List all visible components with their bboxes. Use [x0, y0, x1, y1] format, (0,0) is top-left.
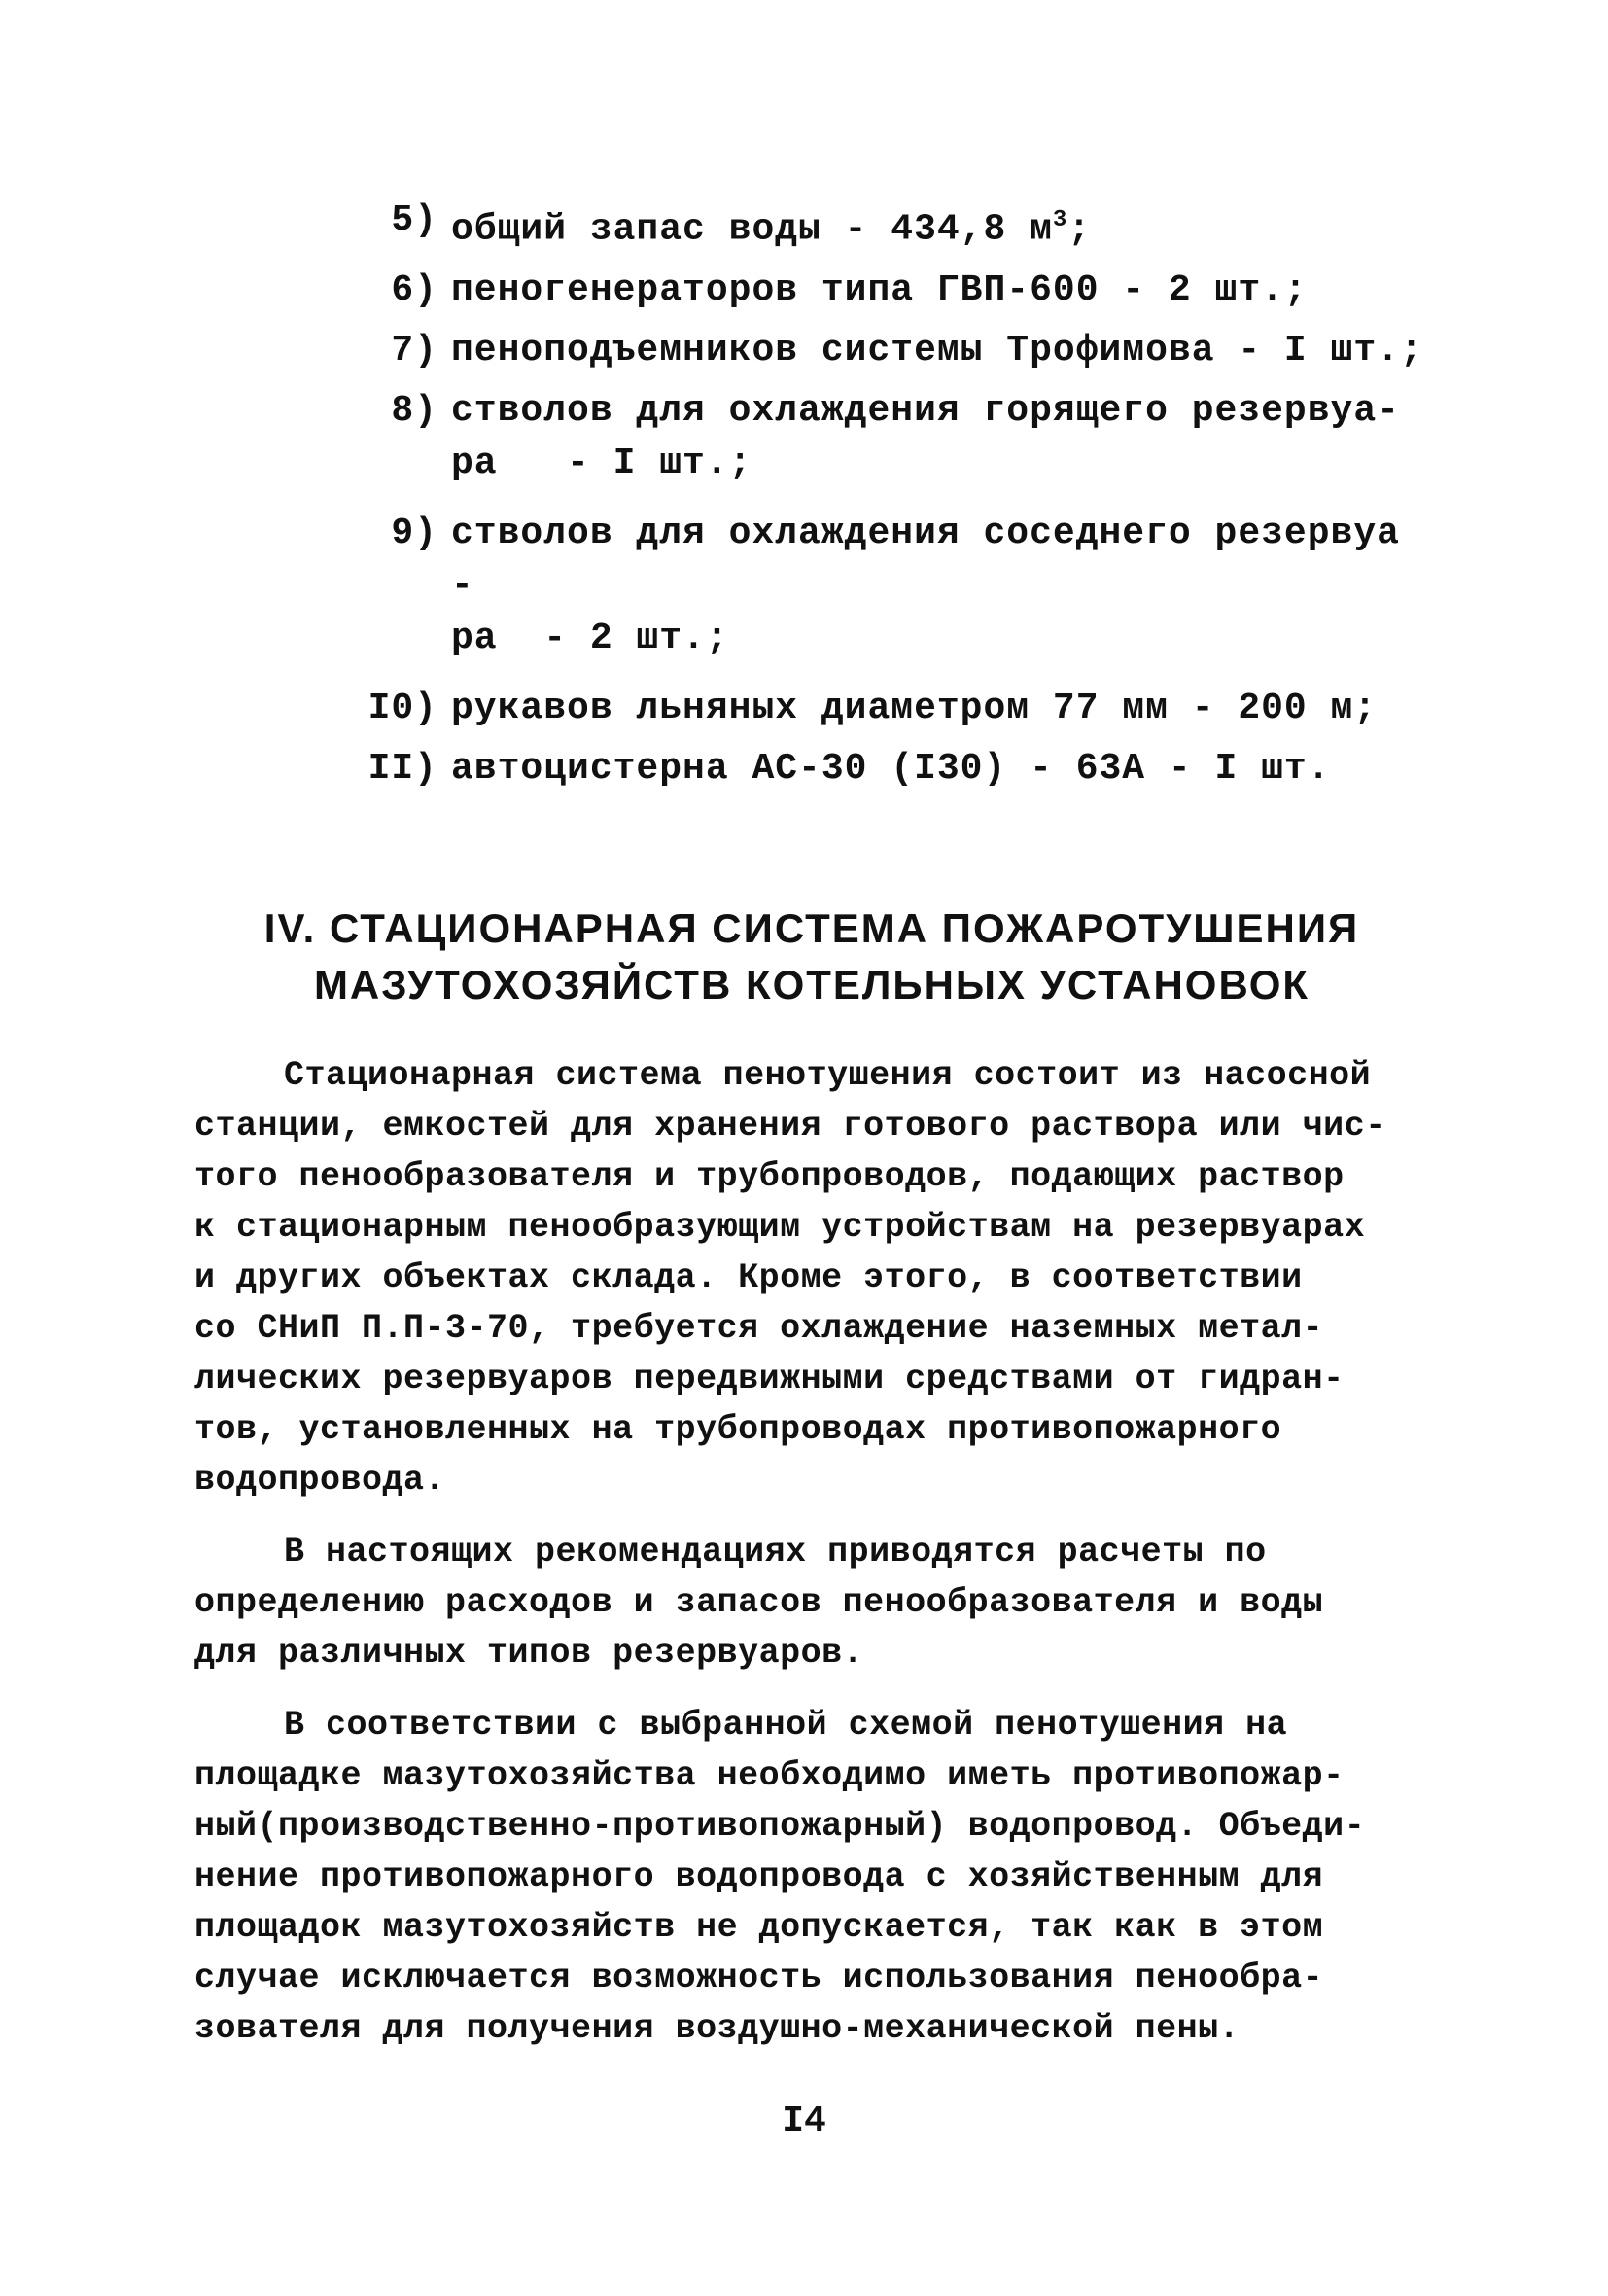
paragraph-line: к стационарным пенообразующим устройствам на резервуарах: [194, 1208, 1366, 1247]
list-item: [360, 194, 1429, 257]
section-heading: [233, 901, 1390, 1013]
paragraph: [194, 1527, 1449, 1678]
list-item: [360, 325, 1429, 377]
paragraph-line: того пенообразователя и трубопроводов, подающих раствор: [194, 1157, 1345, 1196]
paragraph-line: ный(производственно-противопожарный) водопровод. Объеди-: [194, 1807, 1366, 1846]
paragraph-line: и других объектах склада. Кроме этого, в соответствии: [194, 1258, 1303, 1297]
paragraph-line: случае исключается возможность использования пенообра-: [194, 1959, 1324, 1997]
paragraph: [194, 1050, 1449, 1505]
list-item: [360, 743, 1429, 795]
equipment-list: [360, 194, 1429, 803]
paragraph-line: площадок мазутохозяйств не допускается, так как в этом: [194, 1908, 1324, 1947]
list-item-tail: ;: [1067, 208, 1092, 251]
paragraph-line: Стационарная система пенотушения состоит из насосной: [284, 1056, 1372, 1095]
paragraph-line: нение противопожарного водопровода с хозяйственным для: [194, 1857, 1324, 1896]
list-item-text: пеноподъемников системы Трофимова - I шт.;: [451, 329, 1423, 371]
paragraph-line: зователя для получения воздушно-механической пены.: [194, 2009, 1241, 2048]
list-item-text: [451, 194, 1091, 257]
list-item: [360, 385, 1429, 490]
paragraph-line: станции, емкостей для хранения готового раствора или чис-: [194, 1107, 1386, 1146]
superscript: 3: [1052, 207, 1068, 233]
list-item-text: рукавов льняных диаметром 77 мм - 200 м;: [451, 687, 1378, 729]
list-item-line: стволов для охлаждения горящего резервуа-: [451, 389, 1400, 432]
list-item: [360, 683, 1429, 735]
paragraph-line: лических резервуаров передвижными средствами от гидран-: [194, 1360, 1345, 1398]
paragraph-line: определению расходов и запасов пенообразователя и воды: [194, 1583, 1324, 1622]
list-item: [360, 265, 1429, 317]
list-item-number: I0): [367, 687, 437, 729]
list-item-text: [451, 508, 1429, 665]
list-item-number: 8): [391, 389, 437, 432]
list-item: [360, 508, 1429, 665]
list-item-number: 7): [391, 329, 437, 371]
paragraph-line: площадке мазутохозяйства необходимо иметь противопожар-: [194, 1756, 1345, 1795]
list-item-continuation: ра - 2 шт.;: [451, 617, 729, 659]
list-item-text: автоцистерна АС-30 (I30) - 63А - I шт.: [451, 747, 1331, 790]
list-item-continuation: ра - I шт.;: [451, 442, 752, 484]
paragraph-line: В настоящих рекомендациях приводятся расчеты по: [284, 1533, 1267, 1572]
section-heading-line-2: МАЗУТОХОЗЯЙСТВ КОТЕЛЬНЫХ УСТАНОВОК: [313, 962, 1311, 1007]
paragraph-line: водопровода.: [194, 1461, 446, 1500]
section-heading-line-1: IV. СТАЦИОНАРНАЯ СИСТЕМА ПОЖАРОТУШЕНИЯ: [263, 905, 1360, 951]
body-text: [194, 1050, 1449, 2075]
list-item-number: 9): [391, 512, 437, 554]
list-item-number: 5): [391, 199, 437, 241]
list-item-text: пеногенераторов типа ГВП-600 - 2 шт.;: [451, 268, 1308, 311]
list-item-main: общий запас воды - 434,8 м: [451, 208, 1053, 251]
list-item-text: [451, 385, 1400, 490]
paragraph-line: со СНиП П.П-3-70, требуется охлаждение наземных метал-: [194, 1309, 1324, 1348]
list-item-line: стволов для охлаждения соседнего резервуа -: [451, 512, 1400, 607]
list-item-number: 6): [391, 268, 437, 311]
paragraph-line: для различных типов резервуаров.: [194, 1634, 864, 1673]
paragraph-line: В соответствии с выбранной схемой пенотушения на: [284, 1706, 1288, 1745]
page-number: I4: [782, 2101, 826, 2142]
list-item-number: II): [367, 747, 437, 790]
paragraph: [194, 1700, 1449, 2054]
paragraph-line: тов, установленных на трубопроводах противопожарного: [194, 1410, 1282, 1449]
